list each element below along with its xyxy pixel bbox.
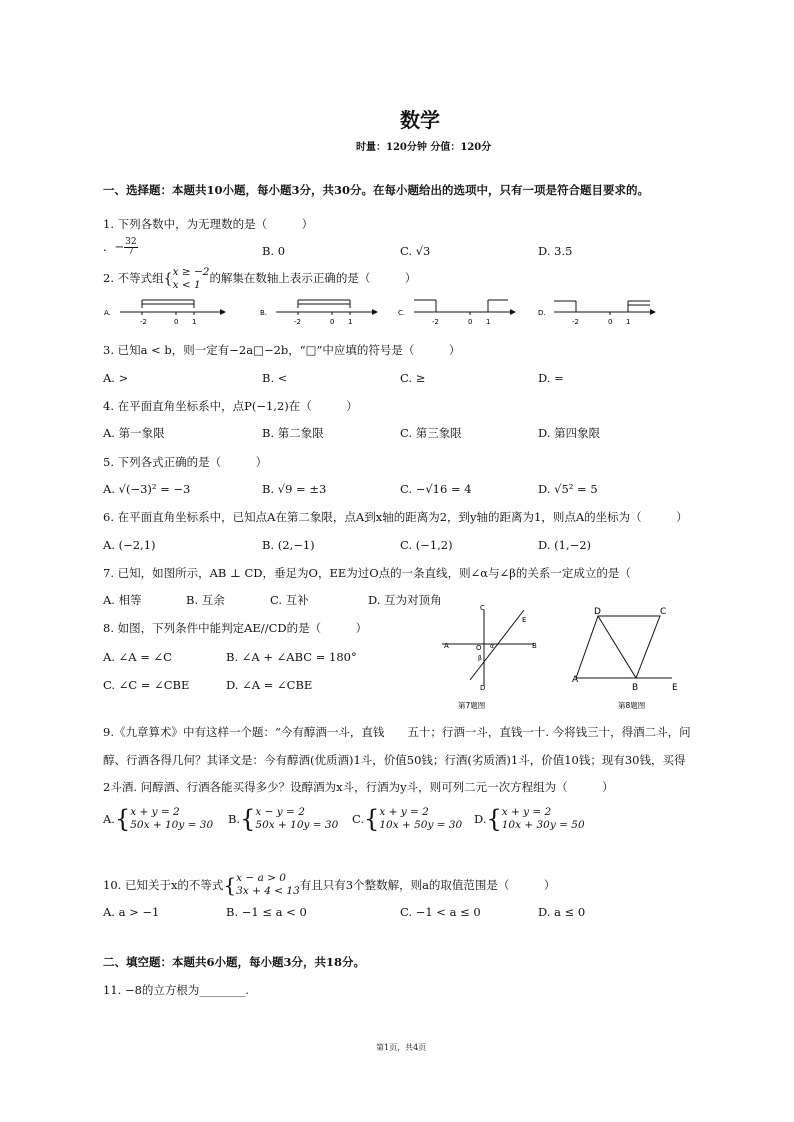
q9-option-d: D.{ x + y = 2 10x + 30y = 50 <box>474 805 585 833</box>
section-heading-choice: 一、选择题：本题共10小题，每小题3分，共30分。在每小题给出的选项中，只有一项是符合题目要求的。 <box>103 183 650 197</box>
svg-text:-2: -2 <box>140 318 147 326</box>
svg-text:C: C <box>660 607 667 617</box>
q2-stem: 2. 不等式组{ x ≥ −2 x < 1 的解集在数轴上表示正确的是（ ） <box>103 266 417 291</box>
q4-option-b: B. 第二象限 <box>262 426 324 440</box>
q9-line-3: 2斗酒. 问醇酒、行酒各能买得多少？设醇酒为x斗，行酒为y斗，则可列二元一次方程组为（ ） <box>103 780 614 794</box>
q10-option-d: D. a ≤ 0 <box>538 905 586 919</box>
svg-text:A: A <box>444 642 449 650</box>
q6-option-b: B. (2,−1) <box>262 538 315 552</box>
q1-option-b: B. 0 <box>262 244 286 258</box>
q9-line-1: 9.《九章算术》中有这样一个题：“今有醇酒一斗，直钱 五十；行酒一斗，直钱一十. 今将钱三十，得酒二斗，问 <box>103 725 691 739</box>
svg-text:0: 0 <box>330 318 335 326</box>
q8-stem: 8. 如图，下列条件中能判定AE//CD的是（ ） <box>103 621 368 635</box>
q7-option-c: C. 互补 <box>270 593 309 607</box>
q9-option-a: A.{ x + y = 2 50x + 10y = 30 <box>103 805 214 833</box>
q10-option-c: C. −1 < a ≤ 0 <box>400 905 481 919</box>
q7-option-d: D. 互为对顶角 <box>368 593 442 607</box>
page-number: 第1页，共4页 <box>376 1043 427 1052</box>
figure-8 <box>568 604 686 712</box>
q4-option-a: A. 第一象限 <box>103 426 165 440</box>
q2-line-d <box>538 301 656 326</box>
q8-option-d: D. ∠A = ∠CBE <box>226 678 313 692</box>
q7-option-a: A. 相等 <box>103 593 142 607</box>
q1-option-c: C. √3 <box>400 244 431 258</box>
svg-text:E: E <box>522 616 527 624</box>
fig7-caption: 第7题图 <box>458 701 486 710</box>
q3-stem: 3. 已知a < b，则一定有−2a□−2b，“□”中应填的符号是（ ） <box>103 343 461 357</box>
q7-stem: 7. 已知，如图所示，AB ⊥ CD，垂足为O，EE为过O点的一条直线，则∠α与∠β的关系一定成立的是（ <box>103 566 631 580</box>
svg-text:A: A <box>572 675 579 685</box>
q11-stem: 11. −8的立方根为________. <box>103 983 250 997</box>
q10-stem: 10. 已知关于x的不等式{ x − a > 0 3x + 4 < 13 有且只有3个整数解，则a的取值范围是（ ） <box>103 872 556 897</box>
svg-text:B: B <box>532 642 537 650</box>
svg-text:O: O <box>476 644 482 652</box>
svg-text:0: 0 <box>608 318 613 326</box>
q4-option-c: C. 第三象限 <box>400 426 462 440</box>
svg-text:1: 1 <box>486 318 491 326</box>
svg-text:C.: C. <box>398 309 406 317</box>
q2-line-b <box>260 300 378 326</box>
q2-number-lines <box>100 296 660 330</box>
q6-option-d: D. (1,−2) <box>538 538 592 552</box>
svg-text:-2: -2 <box>294 318 301 326</box>
svg-text:A.: A. <box>104 309 111 317</box>
q1-option-a: ．− $\frac{32}{7}$ <box>103 237 137 257</box>
svg-text:1: 1 <box>626 318 631 326</box>
q7-option-b: B. 互余 <box>186 593 225 607</box>
q5-option-b: B. √9 = ±3 <box>262 482 327 496</box>
q10-option-b: B. −1 ≤ a < 0 <box>226 905 307 919</box>
svg-text:B.: B. <box>260 309 268 317</box>
svg-text:β: β <box>478 655 482 662</box>
q2-line-a <box>104 300 226 326</box>
q4-stem: 4. 在平面直角坐标系中，点P(−1,2)在（ ） <box>103 399 358 413</box>
svg-text:1: 1 <box>192 318 197 326</box>
page-title: 数学 <box>400 108 440 132</box>
q3-option-c: C. ≥ <box>400 371 426 385</box>
exam-info: 时量：120分钟 分值：120分 <box>356 142 492 153</box>
q6-option-c: C. (−1,2) <box>400 538 453 552</box>
svg-text:C: C <box>480 604 485 612</box>
svg-text:-2: -2 <box>432 318 439 326</box>
svg-text:B: B <box>632 683 639 693</box>
fig8-caption: 第8题图 <box>618 701 646 710</box>
q8-option-b: B. ∠A + ∠ABC = 180° <box>226 650 357 664</box>
svg-text:0: 0 <box>174 318 179 326</box>
q5-option-d: D. √5² = 5 <box>538 482 598 496</box>
q8-option-c: C. ∠C = ∠CBE <box>103 678 190 692</box>
q3-option-a: A. > <box>103 371 129 385</box>
figure-7 <box>436 604 548 712</box>
q2-line-c <box>398 300 516 326</box>
svg-text:E: E <box>672 683 678 693</box>
q10-option-a: A. a > −1 <box>103 905 160 919</box>
svg-text:α: α <box>490 643 494 650</box>
q5-option-a: A. √(−3)² = −3 <box>103 482 191 496</box>
q6-option-a: A. (−2,1) <box>103 538 156 552</box>
q1-stem: 1. 下列各数中，为无理数的是（ ） <box>103 217 314 231</box>
q1-option-d: D. 3.5 <box>538 244 573 258</box>
q8-option-a: A. ∠A = ∠C <box>103 650 172 664</box>
section-heading-fill-in: 二、填空题：本题共6小题，每小题3分，共18分。 <box>103 955 366 969</box>
svg-text:-2: -2 <box>572 318 579 326</box>
svg-text:1: 1 <box>348 318 353 326</box>
svg-text:D: D <box>594 607 601 617</box>
q4-option-d: D. 第四象限 <box>538 426 601 440</box>
q3-option-d: D. = <box>538 371 564 385</box>
q6-stem: 6. 在平面直角坐标系中，已知点A在第二象限，点A到x轴的距离为2，到y轴的距离为1，则点A的坐标为（ ） <box>103 510 688 524</box>
svg-text:D.: D. <box>538 309 546 317</box>
q9-line-2: 醇、行酒各得几何？其译文是：今有醇酒(优质酒)1斗，价值50钱；行酒(劣质酒)1斗，价值10钱；现有30钱，买得 <box>103 753 686 767</box>
q3-option-b: B. < <box>262 371 288 385</box>
q5-option-c: C. −√16 = 4 <box>400 482 472 496</box>
svg-text:0: 0 <box>468 318 473 326</box>
q9-option-c: C.{ x + y = 2 10x + 50y = 30 <box>352 805 463 833</box>
q9-option-b: B.{ x − y = 2 50x + 10y = 30 <box>228 805 339 833</box>
q5-stem: 5. 下列各式正确的是（ ） <box>103 455 268 469</box>
svg-text:D: D <box>480 684 486 692</box>
